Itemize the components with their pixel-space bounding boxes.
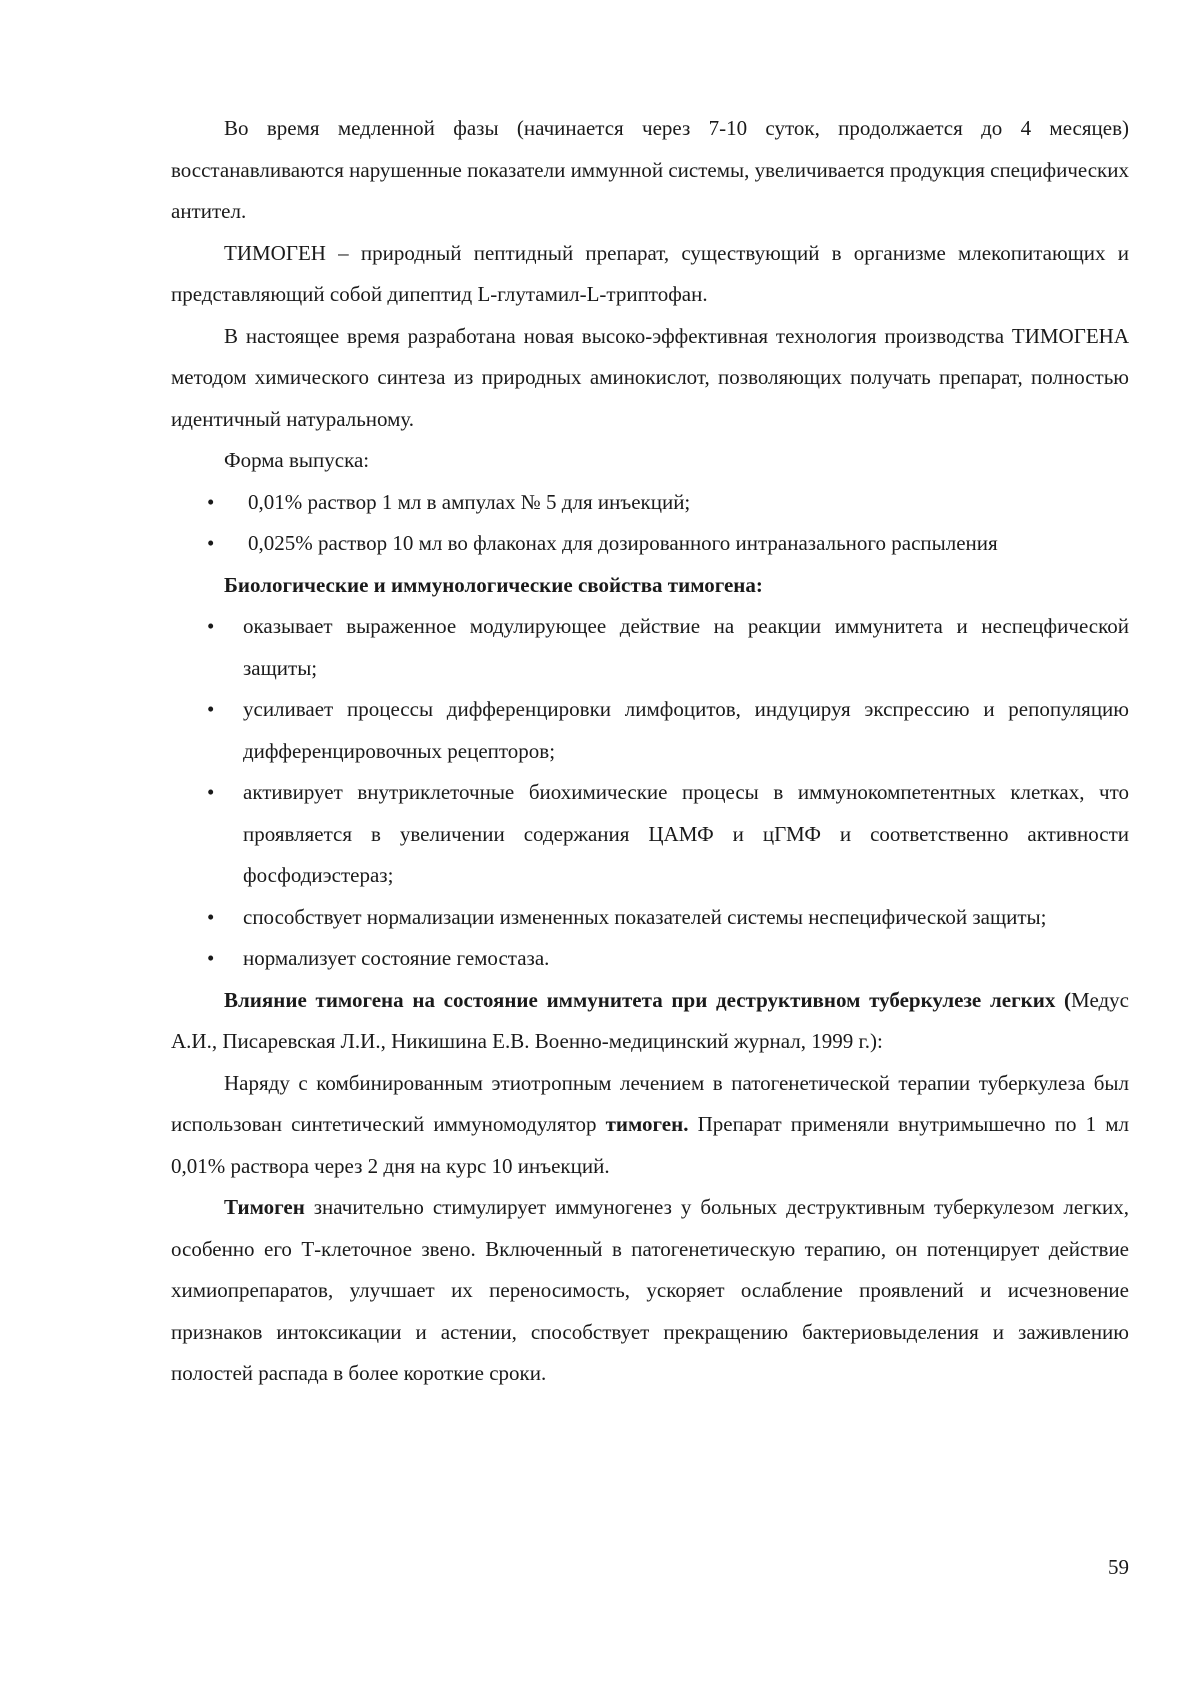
list-item (171, 772, 1129, 897)
list-item-text: 0,025% раствор 10 мл во флаконах для дозированного интраназального распыления (248, 531, 998, 555)
list-item (171, 938, 1129, 980)
list-item (171, 523, 1129, 565)
properties-heading: Биологические и иммунологические свойства тимогена: (224, 572, 763, 597)
properties-list (171, 606, 1129, 980)
list-item (171, 897, 1129, 939)
study-citation: Медус А.И., Писаревская Л.И., Никишина Е.В. Военно-медицинский журнал, 1999 г.): (171, 987, 1129, 1053)
release-form-label: Форма выпуска: (224, 448, 370, 472)
bullet-icon: • (207, 780, 215, 804)
list-item-text: нормализует состояние гемостаза. (243, 946, 550, 970)
paragraph-study-method (171, 1063, 1129, 1188)
paragraph-study-results (171, 1187, 1129, 1395)
paragraph-slow-phase: Во время медленной фазы (начинается через 7-10 суток, продолжается до 4 месяцев) восстанавливаются нарушенные показатели иммунной системы, увеличивается продукция специфических антител. (171, 116, 1129, 223)
list-item-text: способствует нормализации измененных показателей системы неспецифической защиты; (243, 904, 1047, 929)
text-run: Наряду с комбинированным этиотропным лечением в патогенетической терапии туберкулеза был использован синтетический иммуномодулятор (171, 1070, 1129, 1136)
study-heading-bold: Влияние тимогена на состояние иммунитета при деструктивном туберкулезе легких ( (224, 987, 1072, 1012)
list-item (171, 606, 1129, 689)
bullet-icon: • (207, 697, 215, 721)
bold-term: Тимоген (224, 1195, 305, 1219)
page-content (171, 108, 1129, 1395)
list-item-text: усиливает процессы дифференцировки лимфоцитов, индуцируя экспрессию и репопуляцию дифференцировочных рецепторов; (243, 697, 1129, 763)
bullet-icon: • (207, 614, 215, 638)
list-item-text: 0,01% раствор 1 мл в ампулах № 5 для инъекций; (248, 489, 691, 514)
bullet-icon: • (207, 489, 215, 514)
text-run: Препарат применяли внутримышечно по 1 мл 0,01% раствора через 2 дня на курс 10 инъекций. (171, 1112, 1129, 1178)
study-heading (171, 980, 1129, 1063)
text-run: значительно стимулирует иммуногенез у больных деструктивным туберкулезом легких, особенно его Т-клеточное звено. Включенный в патогенетическую терапию, он потенцирует действие химиопрепаратов, улучшает их переносимость, ускоряет ослабление проявлений и исчезновение признаков интоксикации и астении, способствует прекращению бактериовыделения и заживлению полостей распада в более короткие сроки. (171, 1195, 1129, 1385)
bullet-icon: • (207, 904, 215, 929)
page-number: 59 (1108, 1555, 1129, 1579)
list-item (171, 689, 1129, 772)
release-forms-list (171, 482, 1129, 565)
paragraph-timogen-definition: ТИМОГЕН – природный пептидный препарат, существующий в организме млекопитающих и представляющий собой дипептид L-глутамил-L-триптофан. (171, 240, 1129, 306)
bullet-icon: • (207, 531, 215, 555)
paragraph-technology: В настоящее время разработана новая высоко-эффективная технология производства ТИМОГЕНА методом химического синтеза из природных аминокислот, позволяющих получать препарат, полностью идентичный натуральному. (171, 323, 1129, 431)
bold-term: тимоген. (605, 1112, 689, 1136)
bullet-icon: • (207, 946, 215, 970)
list-item-text: оказывает выраженное модулирующее действие на реакции иммунитета и неспецфической защиты; (243, 614, 1129, 680)
list-item-text: активирует внутриклеточные биохимические процесы в иммунокомпетентных клетках, что проявляется в увеличении содержания ЦАМФ и цГМФ и соответственно активности фосфодиэстераз; (243, 780, 1129, 887)
list-item (171, 482, 1129, 524)
